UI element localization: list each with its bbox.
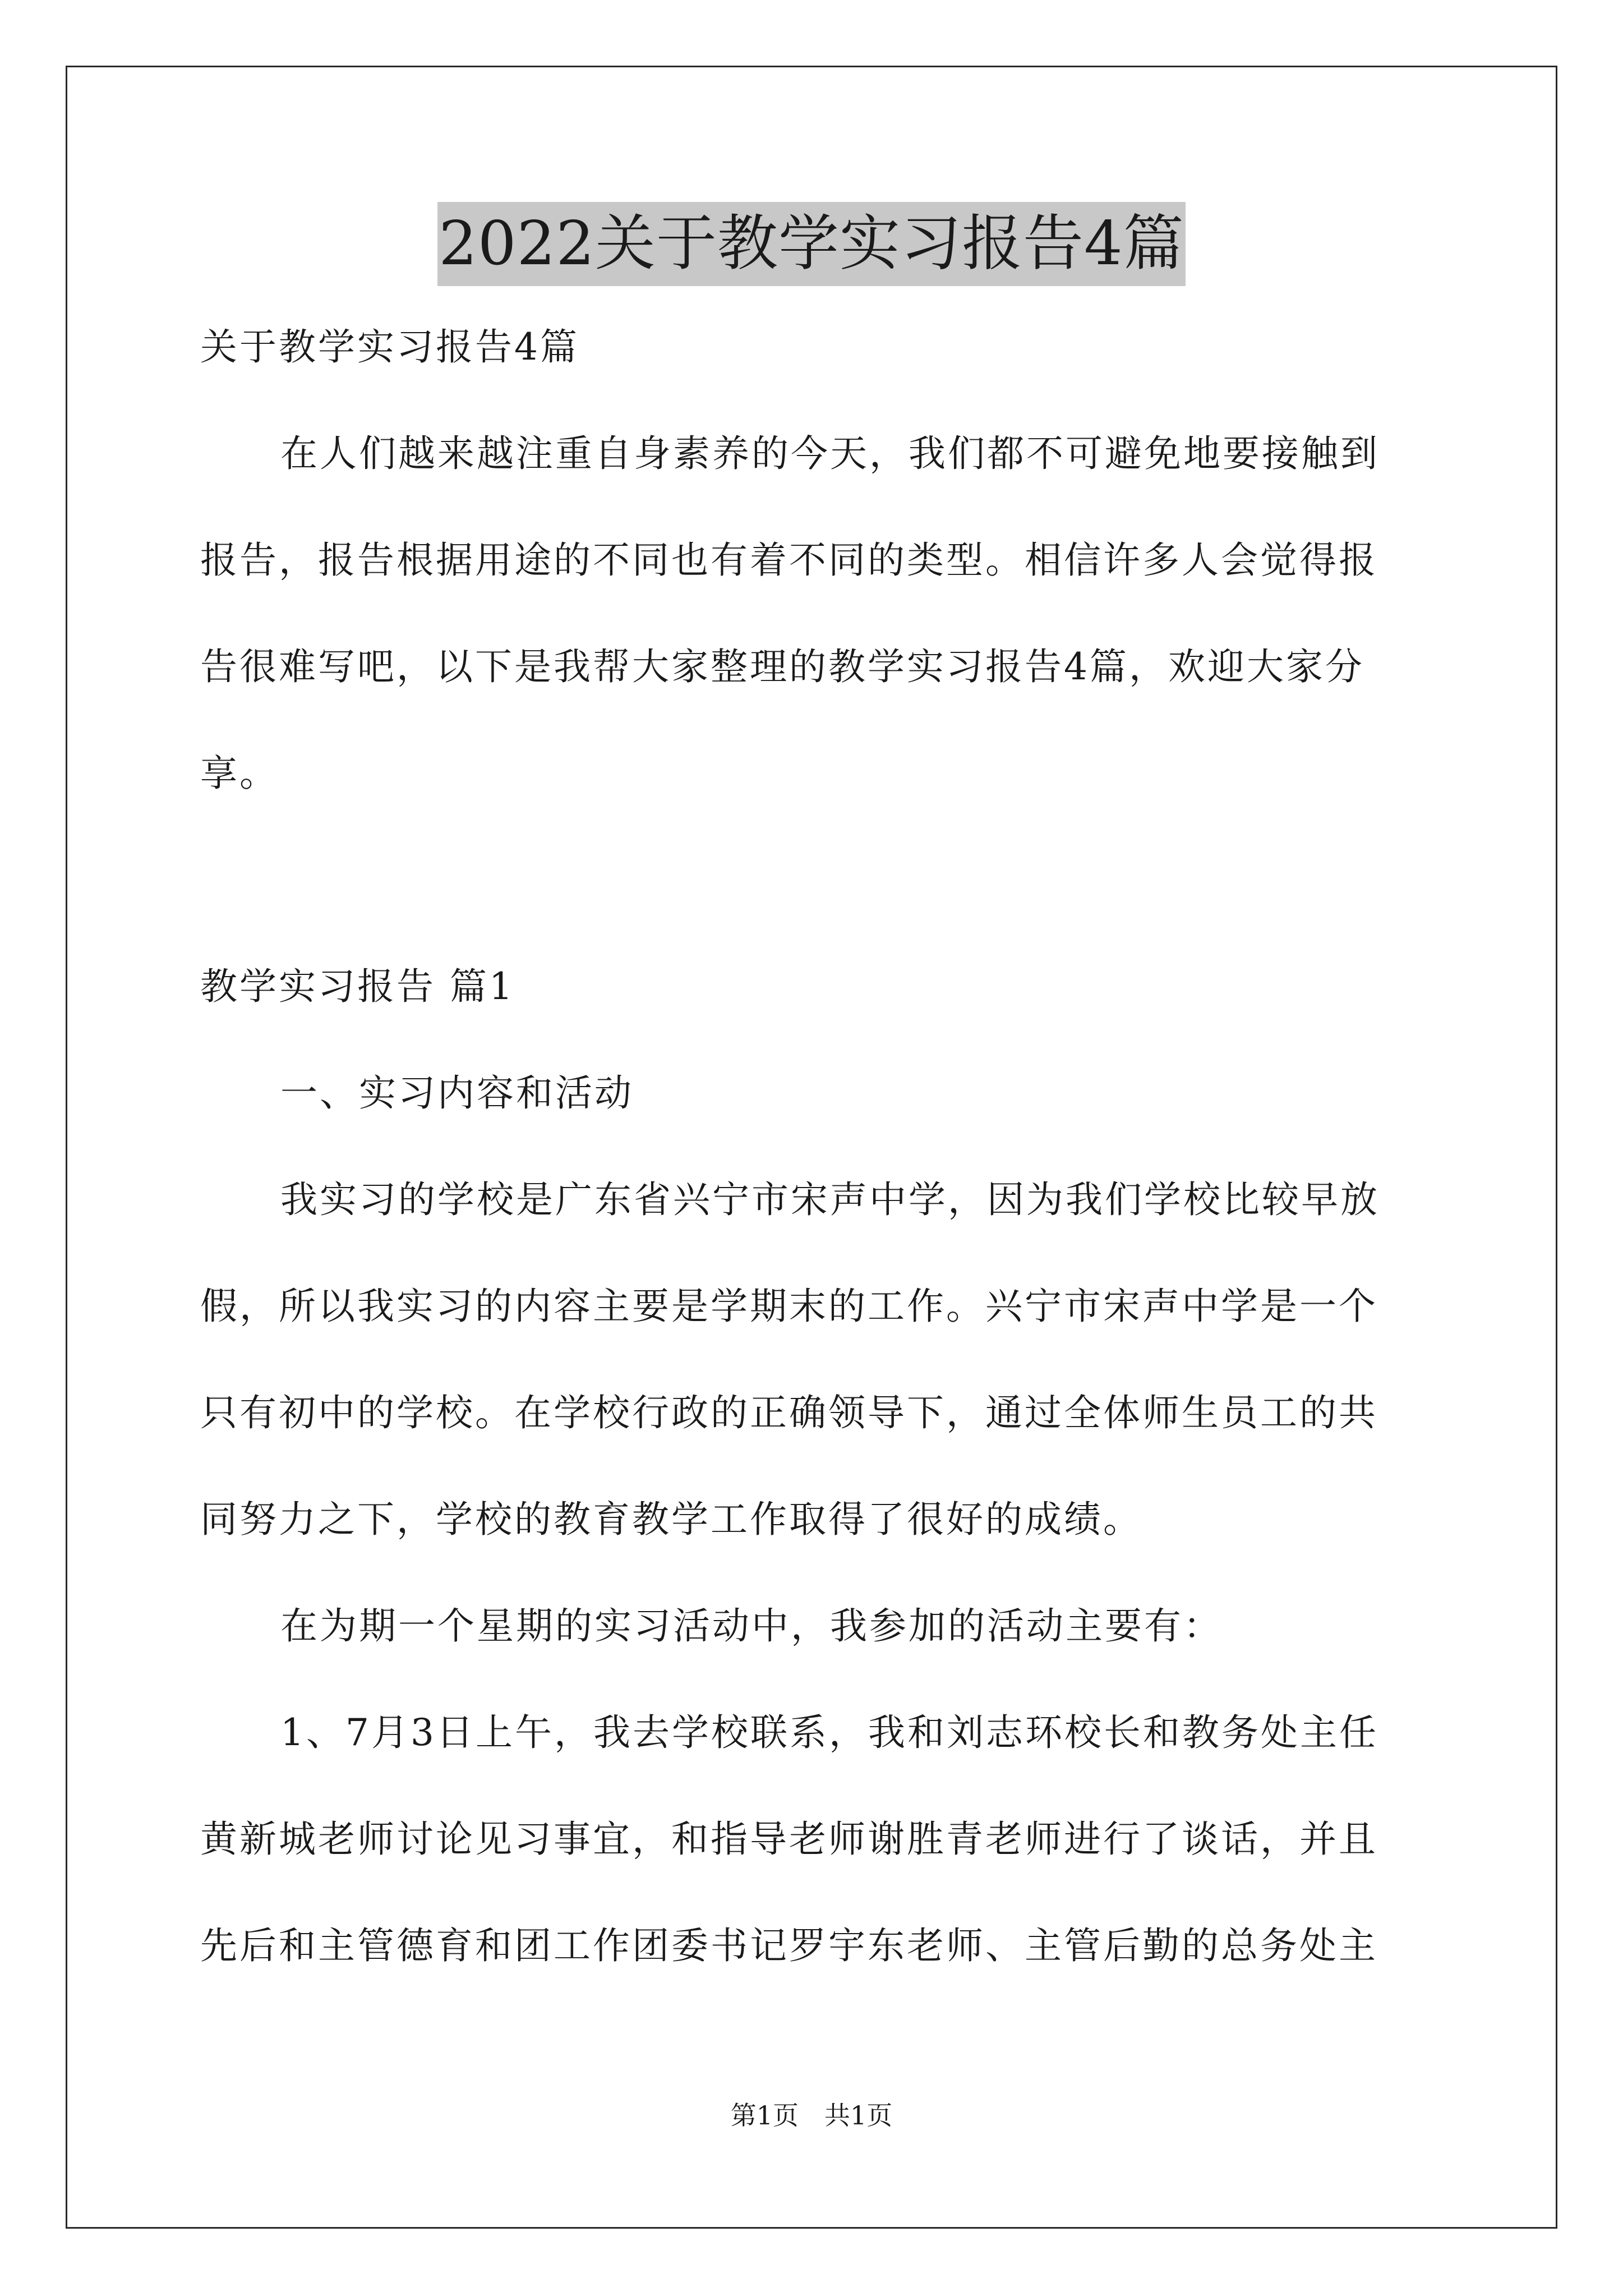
- paragraph-line: 先后和主管德育和团工作团委书记罗宇东老师、主管后勤的总务处主: [200, 1924, 1378, 1967]
- intro-line: 报告，报告根据用途的不同也有着不同的类型。相信许多人会觉得报: [200, 539, 1378, 582]
- section-heading: 教学实习报告 篇1: [200, 965, 515, 1008]
- intro-line: 享。: [200, 752, 279, 795]
- page-number: 第1页 共1页: [730, 2100, 893, 2131]
- paragraph-line: 只有初中的学校。在学校行政的正确领导下，通过全体师生员工的共: [200, 1391, 1378, 1434]
- page-footer: [0, 2095, 1623, 2132]
- page-border: [66, 66, 1557, 2229]
- document-subtitle: 关于教学实习报告4篇: [200, 325, 579, 369]
- intro-line: 告很难写吧，以下是我帮大家整理的教学实习报告4篇，欢迎大家分: [200, 645, 1364, 688]
- paragraph-line: 1、7月3日上午，我去学校联系，我和刘志环校长和教务处主任: [280, 1711, 1378, 1754]
- document-title: [0, 202, 1623, 286]
- intro-line: 在人们越来越注重自身素养的今天，我们都不可避免地要接触到: [280, 432, 1380, 475]
- subheading: 一、实习内容和活动: [280, 1071, 634, 1115]
- paragraph-line: 黄新城老师讨论见习事宜，和指导老师谢胜青老师进行了谈话，并且: [200, 1818, 1378, 1861]
- paragraph-line: 在为期一个星期的实习活动中，我参加的活动主要有：: [280, 1604, 1223, 1648]
- paragraph-line: 我实习的学校是广东省兴宁市宋声中学，因为我们学校比较早放: [280, 1178, 1380, 1221]
- document-title-text: 2022关于教学实习报告4篇: [437, 202, 1186, 286]
- paragraph-line: 同努力之下，学校的教育教学工作取得了很好的成绩。: [200, 1498, 1142, 1541]
- paragraph-line: 假，所以我实习的内容主要是学期末的工作。兴宁市宋声中学是一个: [200, 1285, 1378, 1328]
